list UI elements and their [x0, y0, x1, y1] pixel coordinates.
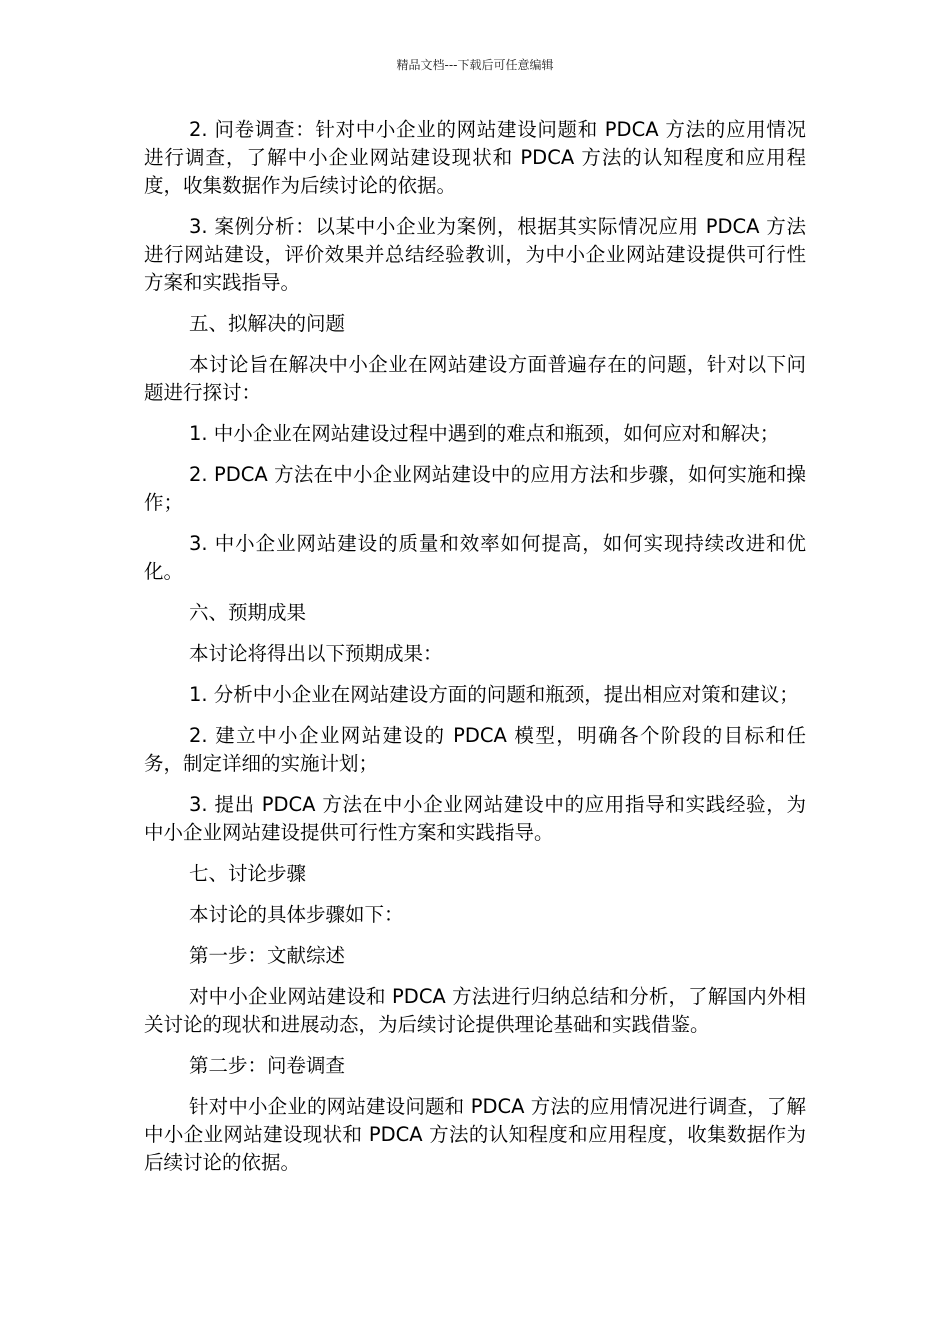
- paragraph-step-2: 针对中小企业的网站建设问题和 PDCA 方法的应用情况进行调查，了解中小企业网站建设现状和 PDCA 方法的认知程度和应用程度，收集数据作为后续讨论的依据。: [144, 1095, 806, 1174]
- step-heading-2: 第二步：问卷调查: [189, 1054, 346, 1077]
- page-header: 精品文档---下载后可任意编辑: [396, 58, 554, 72]
- list-item-outcome-2: 2. 建立中小企业网站建设的 PDCA 模型，明确各个阶段的目标和任务，制定详细的实施计划；: [144, 724, 806, 775]
- step-heading-1: 第一步：文献综述: [189, 944, 346, 967]
- document-body: [144, 116, 806, 1190]
- paragraph-problems-intro: 本讨论旨在解决中小企业在网站建设方面普遍存在的问题，针对以下问题进行探讨：: [144, 353, 806, 404]
- paragraph-step-1: 对中小企业网站建设和 PDCA 方法进行归纳总结和分析，了解国内外相关讨论的现状和进展动态，为后续讨论提供理论基础和实践借鉴。: [144, 985, 806, 1036]
- list-item-problem-2: 2. PDCA 方法在中小企业网站建设中的应用方法和步骤，如何实施和操作；: [144, 463, 806, 514]
- list-item-outcome-1: 1. 分析中小企业在网站建设方面的问题和瓶颈，提出相应对策和建议；: [189, 683, 799, 706]
- paragraph-survey-method: 2. 问卷调查：针对中小企业的网站建设问题和 PDCA 方法的应用情况进行调查，了解中小企业网站建设现状和 PDCA 方法的认知程度和应用程度，收集数据作为后续讨论的依据。: [144, 118, 806, 197]
- paragraph-case-analysis: 3. 案例分析：以某中小企业为案例，根据其实际情况应用 PDCA 方法进行网站建设，评价效果并总结经验教训，为中小企业网站建设提供可行性方案和实践指导。: [144, 215, 806, 294]
- list-item-outcome-3: 3. 提出 PDCA 方法在中小企业网站建设中的应用指导和实践经验，为中小企业网站建设提供可行性方案和实践指导。: [144, 793, 806, 844]
- list-item-problem-3: 3. 中小企业网站建设的质量和效率如何提高，如何实现持续改进和优化。: [144, 532, 806, 583]
- section-heading-outcomes: 六、预期成果: [189, 601, 307, 624]
- paragraph-steps-intro: 本讨论的具体步骤如下：: [189, 903, 404, 926]
- section-heading-problems: 五、拟解决的问题: [189, 312, 346, 335]
- paragraph-outcomes-intro: 本讨论将得出以下预期成果：: [189, 642, 443, 665]
- list-item-problem-1: 1. 中小企业在网站建设过程中遇到的难点和瓶颈，如何应对和解决；: [189, 422, 780, 445]
- section-heading-steps: 七、讨论步骤: [189, 862, 307, 885]
